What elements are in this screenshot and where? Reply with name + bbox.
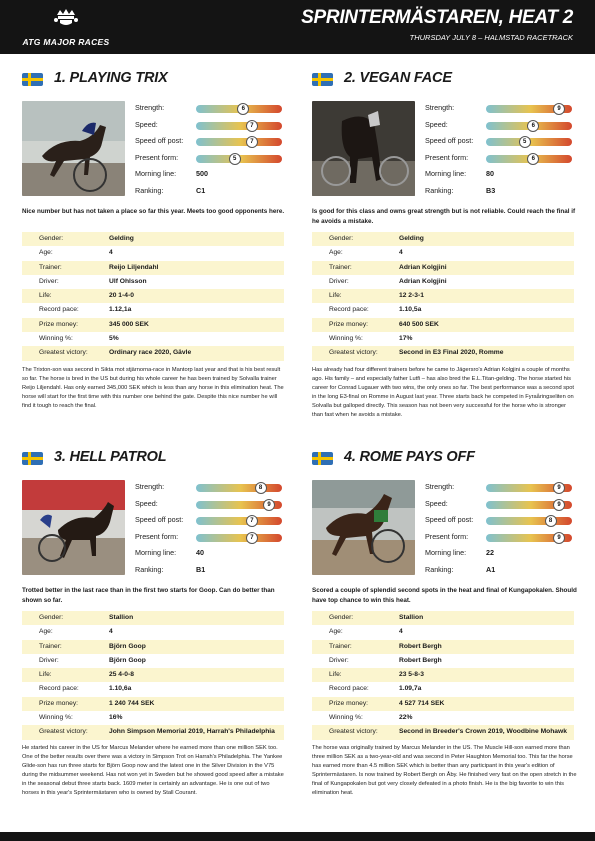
horse-photo (22, 101, 125, 196)
speed-off-post-rating: Speed off post: 5 (425, 134, 575, 151)
speed-off-post-rating: Speed off post: 7 (135, 513, 285, 530)
horse-title-row (312, 449, 574, 469)
horse-summary: Trotted better in the last race than in the first two starts for Goop. Can do better than shown so far. (22, 587, 275, 604)
present-form-value: 5 (229, 153, 241, 165)
info-row-driver: Driver: Björn Goop (39, 656, 146, 664)
strength-value: 8 (255, 482, 267, 494)
speed-off-post-bar (196, 517, 282, 525)
horse-photo (312, 101, 415, 196)
present-form-value: 6 (527, 153, 539, 165)
swedish-flag-icon (22, 73, 43, 86)
page-header (0, 0, 595, 54)
speed-value: 7 (246, 120, 258, 132)
info-row-life: Life: 20 1-4-0 (22, 289, 284, 303)
info-row-trainer: Trainer: Adrian Kolgjini (312, 261, 574, 275)
speed-value: 9 (553, 499, 565, 511)
speed-value: 9 (263, 499, 275, 511)
strength-bar (486, 105, 572, 113)
speed-off-post-value: 8 (545, 515, 557, 527)
info-row-prize-money: Prize money: 4 527 714 SEK (312, 697, 574, 711)
horse-info-table (312, 232, 574, 361)
speed-rating: Speed: 6 (425, 118, 575, 135)
speed-rating: Speed: 9 (425, 497, 575, 514)
info-row-life: Life: 23 5-8-3 (312, 668, 574, 682)
ranking: Ranking: B1 (135, 564, 206, 574)
horse-card-1 (22, 70, 285, 410)
present-form-value: 9 (553, 532, 565, 544)
horse-card-3 (22, 449, 284, 797)
swedish-flag-icon (312, 73, 333, 86)
info-row-prize-money: Prize money: 640 500 SEK (312, 318, 574, 332)
horse-description: He started his career in the US for Marcus Melander where he earned more than one million SEK too. One of the better results over there was a victory in Simpson Trot on Harrah's Philadelphia. The Yankee Glide-son has run three starts for Björn Goop now and the latest one in the Silver Division in the V75 during the midsummer weekend. Has not won yet in Sweden but he showed good speed after a mistake in the seasonal debut three starts back. 1609 meter is certainly an advantage. He is one out of two horses in this year's Sprintermästaren who is owned by Stall Courant. (22, 745, 284, 797)
speed-bar (486, 501, 572, 509)
info-row-winning: Winning %: 16% (39, 714, 123, 722)
morning-line: Morning line: 500 (135, 169, 208, 179)
info-row-winning: Winning %: 17% (329, 335, 413, 343)
info-row-greatest-victory: Greatest victory: John Simpson Memorial 2019, Harrah's Philadelphia (22, 725, 284, 739)
info-row-greatest-victory: Greatest victory: Ordinary race 2020, Gävle (22, 346, 284, 360)
horse-name: 4. ROME PAYS OFF (344, 449, 475, 465)
info-row-record-pace: Record pace: 1.10,5a (329, 306, 422, 314)
info-row-record-pace: Record pace: 1.10,6a (39, 685, 132, 693)
horse-info-table (22, 611, 284, 740)
info-row-gender: Gender: Stallion (22, 611, 284, 625)
horse-ratings (135, 480, 285, 580)
trotting-horse-photo (22, 480, 125, 575)
speed-off-post-bar (486, 138, 572, 146)
info-row-gender: Gender: Gelding (22, 232, 284, 246)
info-row-age: Age: 4 (329, 628, 403, 636)
speed-off-post-rating: Speed off post: 7 (135, 134, 285, 151)
logo-text: ATG MAJOR RACES (22, 37, 110, 47)
info-row-prize-money: Prize money: 345 000 SEK (22, 318, 284, 332)
speed-rating: Speed: 9 (135, 497, 285, 514)
info-row-driver: Driver: Robert Bergh (329, 656, 442, 664)
info-row-age: Age: 4 (39, 249, 113, 257)
horse-description: The horse was originally trained by Marcus Melander in the US. The Muscle Hill-son earned more than three million SEK as a two-year-old and was second in Peter Haughton Memorial too. This far the horse has earned more than 4.5 million SEK which is better than any participant in this year's edition of Sprintermästaren. Is now trained by Robert Bergh on Åby. He finished very fast on the open stretch in the final of Kungapokalen but got very closely defeated in a photo finish. He is the big favorite to win this elimination heat. (312, 745, 577, 797)
info-row-life: Life: 12 2-3-1 (312, 289, 574, 303)
horse-info-table (312, 611, 574, 740)
info-row-greatest-victory: Greatest victory: Second in Breeder's Crown 2019, Woodbine Mohawk (312, 725, 574, 739)
strength-rating: Strength: 8 (135, 480, 285, 497)
speed-value: 6 (527, 120, 539, 132)
horse-info-table (22, 232, 284, 361)
horse-description: The Trixton-son was second in Sikta mot stjärnorna-race in Mantorp last year and that is his best result so far. The horse is bred in the US but during his whole career he has been trained by Solvalla trainer Reijo Liljendahl. Has only earned 345,000 SEK which is less than any horse in this elimination heat. The horse will start for the first time with this number one behind the gate. Despite this nice number he will find it tough to reach the final. (22, 367, 284, 410)
strength-value: 9 (553, 103, 565, 115)
speed-off-post-value: 7 (246, 136, 258, 148)
info-row-winning: Winning %: 5% (39, 335, 119, 343)
present-form-value: 7 (246, 532, 258, 544)
info-row-age: Age: 4 (39, 628, 113, 636)
horse-title-row (22, 449, 284, 469)
strength-value: 6 (237, 103, 249, 115)
horse-name: 3. HELL PATROL (54, 449, 167, 465)
info-row-winning: Winning %: 22% (329, 714, 413, 722)
strength-rating: Strength: 6 (135, 101, 285, 118)
info-row-trainer: Trainer: Björn Goop (22, 640, 284, 654)
trotting-horse-photo (312, 101, 415, 196)
info-row-record-pace: Record pace: 1.12,1a (39, 306, 132, 314)
strength-bar (196, 484, 282, 492)
horse-summary: Is good for this class and owns great strength but is not reliable. Could reach the final if he avoids a mistake. (312, 208, 576, 225)
page-title: SPRINTERMÄSTAREN, HEAT 2 (301, 7, 573, 28)
present-form-rating: Present form: 5 (135, 151, 285, 168)
info-row-prize-money: Prize money: 1 240 744 SEK (22, 697, 284, 711)
atg-logo (18, 8, 114, 48)
info-row-life: Life: 25 4-0-8 (22, 668, 284, 682)
horse-ratings (135, 101, 285, 201)
info-row-trainer: Trainer: Reijo Liljendahl (22, 261, 284, 275)
horse-summary: Scored a couple of splendid second spots in the heat and final of Kungapokalen. Should have top chance to win this heat. (312, 587, 577, 604)
info-row-driver: Driver: Ulf Ohlsson (39, 277, 147, 285)
speed-off-post-bar (196, 138, 282, 146)
speed-off-post-value: 5 (519, 136, 531, 148)
trotting-horse-photo (312, 480, 415, 575)
horse-name: 1. PLAYING TRIX (54, 70, 168, 86)
ranking: Ranking: B3 (425, 185, 496, 195)
horse-card-4 (312, 449, 577, 797)
info-row-gender: Gender: Stallion (312, 611, 574, 625)
horse-ratings (425, 480, 575, 580)
crown-emblem-icon (53, 8, 79, 28)
morning-line: Morning line: 22 (425, 548, 494, 558)
page-subtitle: THURSDAY JULY 8 – HALMSTAD RACETRACK (409, 33, 573, 42)
strength-rating: Strength: 9 (425, 480, 575, 497)
strength-bar (486, 484, 572, 492)
horse-photo (22, 480, 125, 575)
morning-line: Morning line: 80 (425, 169, 494, 179)
info-row-trainer: Trainer: Robert Bergh (312, 640, 574, 654)
strength-rating: Strength: 9 (425, 101, 575, 118)
horse-card-2 (312, 70, 576, 419)
speed-off-post-value: 7 (246, 515, 258, 527)
present-form-rating: Present form: 6 (425, 151, 575, 168)
strength-bar (196, 105, 282, 113)
horse-photo (312, 480, 415, 575)
info-row-driver: Driver: Adrian Kolgjini (329, 277, 447, 285)
trotting-horse-photo (22, 101, 125, 196)
speed-off-post-rating: Speed off post: 8 (425, 513, 575, 530)
swedish-flag-icon (312, 452, 333, 465)
present-form-bar (486, 534, 572, 542)
info-row-gender: Gender: Gelding (312, 232, 574, 246)
speed-bar (196, 501, 282, 509)
strength-value: 9 (553, 482, 565, 494)
horse-description: Has already had four different trainers before he came to Jägersro's Adrian Kolgjini a couple of months ago. His family – and especially father Lutfi – has also bred the E.L.Titan-gelding. The horse started his career for Conrad Lugauer with two wins, the only ones so far. The best performance was a second spot in the long E3-final on Romme in August last year. Three starts back he competed in Fyraåringseliten on Solvalla but galloped directly. This season has not been very successful for the horse who is stronger than fast when he avoids a mistake. (312, 367, 574, 419)
present-form-rating: Present form: 9 (425, 530, 575, 547)
speed-bar (486, 122, 572, 130)
present-form-bar (486, 155, 572, 163)
present-form-bar (196, 155, 282, 163)
horse-name: 2. VEGAN FACE (344, 70, 452, 86)
footer-bar (0, 832, 595, 841)
info-row-greatest-victory: Greatest victory: Second in E3 Final 2020, Romme (312, 346, 574, 360)
horse-ratings (425, 101, 575, 201)
ranking: Ranking: A1 (425, 564, 496, 574)
horse-title-row (312, 70, 574, 90)
info-row-record-pace: Record pace: 1.09,7a (329, 685, 422, 693)
info-row-age: Age: 4 (329, 249, 403, 257)
present-form-rating: Present form: 7 (135, 530, 285, 547)
speed-bar (196, 122, 282, 130)
horse-title-row (22, 70, 284, 90)
horse-summary: Nice number but has not taken a place so far this year. Meets too good opponents here. (22, 208, 285, 215)
present-form-bar (196, 534, 282, 542)
morning-line: Morning line: 40 (135, 548, 204, 558)
speed-rating: Speed: 7 (135, 118, 285, 135)
swedish-flag-icon (22, 452, 43, 465)
ranking: Ranking: C1 (135, 185, 206, 195)
speed-off-post-bar (486, 517, 572, 525)
